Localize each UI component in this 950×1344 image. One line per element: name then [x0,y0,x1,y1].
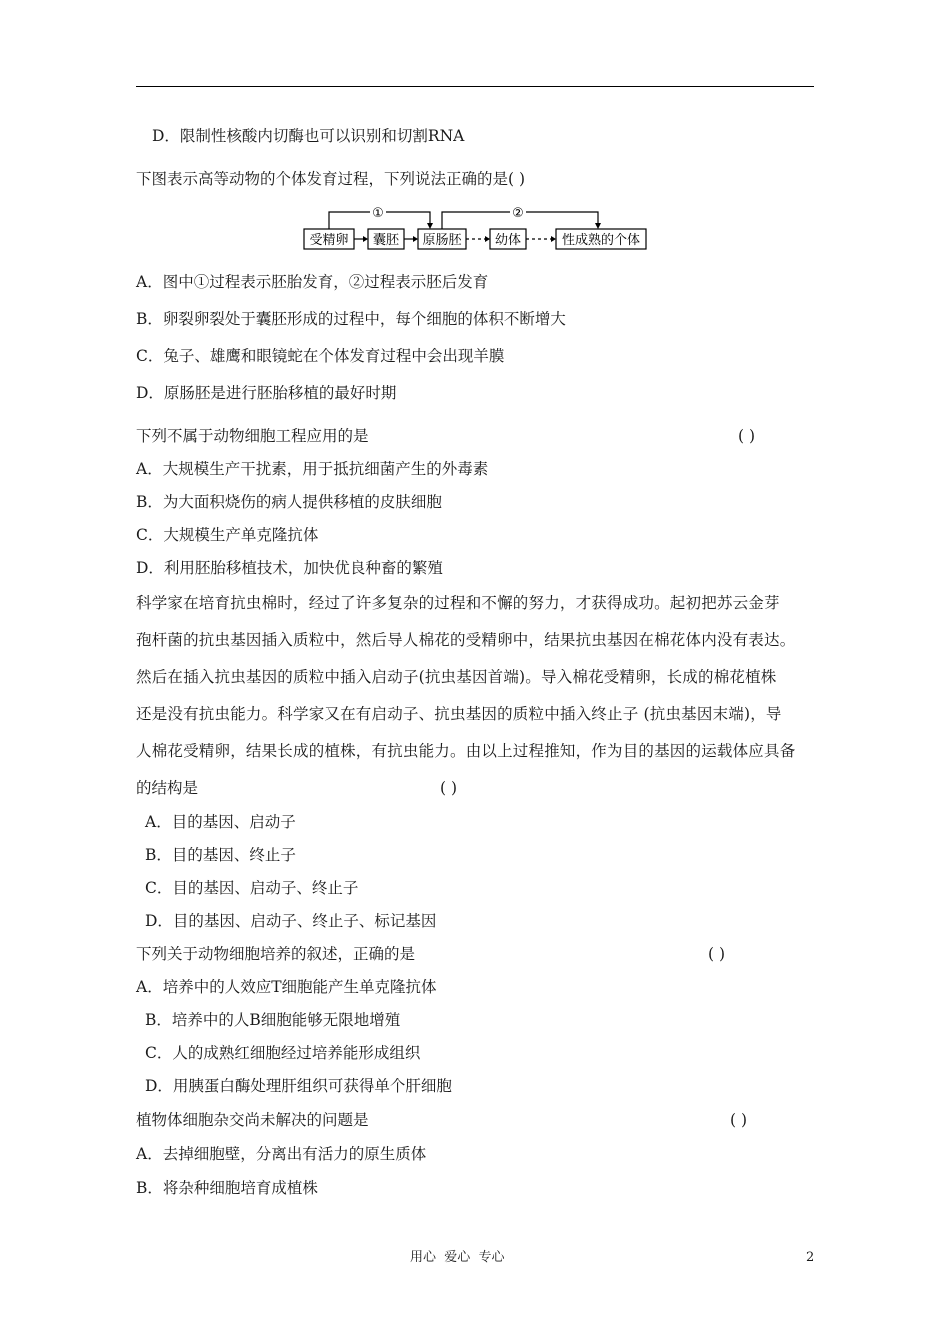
passage-line-4: 还是没有抗虫能力。科学家又在有启动子、抗虫基因的质粒中插入终止子 (抗虫基因末端)，导 [136,705,782,723]
option-a-q5: A．培养中的人效应T细胞能产生单克隆抗体 [136,978,437,996]
answer-paren-q4: ( ) [440,779,458,797]
passage-line-6: 的结构是 [136,779,199,797]
question-somatic-hybridization: 植物体细胞杂交尚未解决的问题是 [136,1111,369,1129]
stage-label-larva: 幼体 [494,233,522,248]
option-d-q3: D．利用胚胎移植技术，加快优良种畜的繁殖 [136,559,443,577]
stage-label-adult: 性成熟的个体 [561,233,641,248]
option-c-q5: C．人的成熟红细胞经过培养能形成组织 [145,1044,421,1062]
passage-line-2: 孢杆菌的抗虫基因插入质粒中，然后导人棉花的受精卵中，结果抗虫基因在棉花体内没有表达。 [136,631,796,649]
option-c-q4: C．目的基因、启动子、终止子 [145,879,359,897]
stage-label-gastrula: 原肠胚 [422,233,462,248]
option-d-q1: D．限制性核酸内切酶也可以识别和切割RNA [152,127,465,145]
footer-slogan: 用心 爱心 专心 [410,1250,505,1265]
answer-paren-q6: ( ) [730,1111,748,1129]
stage-label-blastula: 囊胚 [372,233,400,248]
option-d-q4: D．目的基因、启动子、终止子、标记基因 [145,912,437,930]
answer-paren-q5: ( ) [708,945,726,963]
question-cell-culture: 下列关于动物细胞培养的叙述，正确的是 [136,945,416,963]
stage-label-zygote: 受精卵 [309,233,349,248]
option-d-q2: D．原肠胚是进行胚胎移植的最好时期 [136,384,397,402]
passage-line-3: 然后在插入抗虫基因的质粒中插入启动子(抗虫基因首端)。导入棉花受精卵，长成的棉花植株 [136,668,777,686]
answer-paren-q3: ( ) [738,427,756,445]
question-development: 下图表示高等动物的个体发育过程，下列说法正确的是( ) [136,170,526,188]
option-a-q2: A．图中①过程表示胚胎发育，②过程表示胚后发育 [136,273,489,291]
option-a-q6: A．去掉细胞壁，分离出有活力的原生质体 [136,1145,427,1163]
option-b-q3: B．为大面积烧伤的病人提供移植的皮肤细胞 [136,493,442,511]
development-diagram [300,202,650,256]
option-d-q5: D．用胰蛋白酶处理肝组织可获得单个肝细胞 [145,1077,452,1095]
passage-line-1: 科学家在培育抗虫棉时，经过了许多复杂的过程和不懈的努力，才获得成功。起初把苏云金芽 [136,594,780,612]
option-b-q2: B．卵裂卵裂处于囊胚形成的过程中，每个细胞的体积不断增大 [136,310,566,328]
option-c-q2: C．兔子、雄鹰和眼镜蛇在个体发育过程中会出现羊膜 [136,347,505,365]
option-b-q6: B．将杂种细胞培育成植株 [136,1179,318,1197]
question-cell-engineering: 下列不属于动物细胞工程应用的是 [136,427,369,445]
marker-1: ① [372,206,384,221]
page-number: 2 [806,1250,815,1265]
option-a-q3: A．大规模生产干扰素，用于抵抗细菌产生的外毒素 [136,460,489,478]
header-rule [136,86,814,87]
option-b-q4: B．目的基因、终止子 [145,846,296,864]
passage-line-5: 人棉花受精卵，结果长成的植株，有抗虫能力。由以上过程推知，作为目的基因的运载体应具备 [136,742,796,760]
option-a-q4: A．目的基因、启动子 [145,813,296,831]
marker-2: ② [512,206,524,221]
option-b-q5: B．培养中的人B细胞能够无限地增殖 [145,1011,401,1029]
option-c-q3: C．大规模生产单克隆抗体 [136,526,319,544]
